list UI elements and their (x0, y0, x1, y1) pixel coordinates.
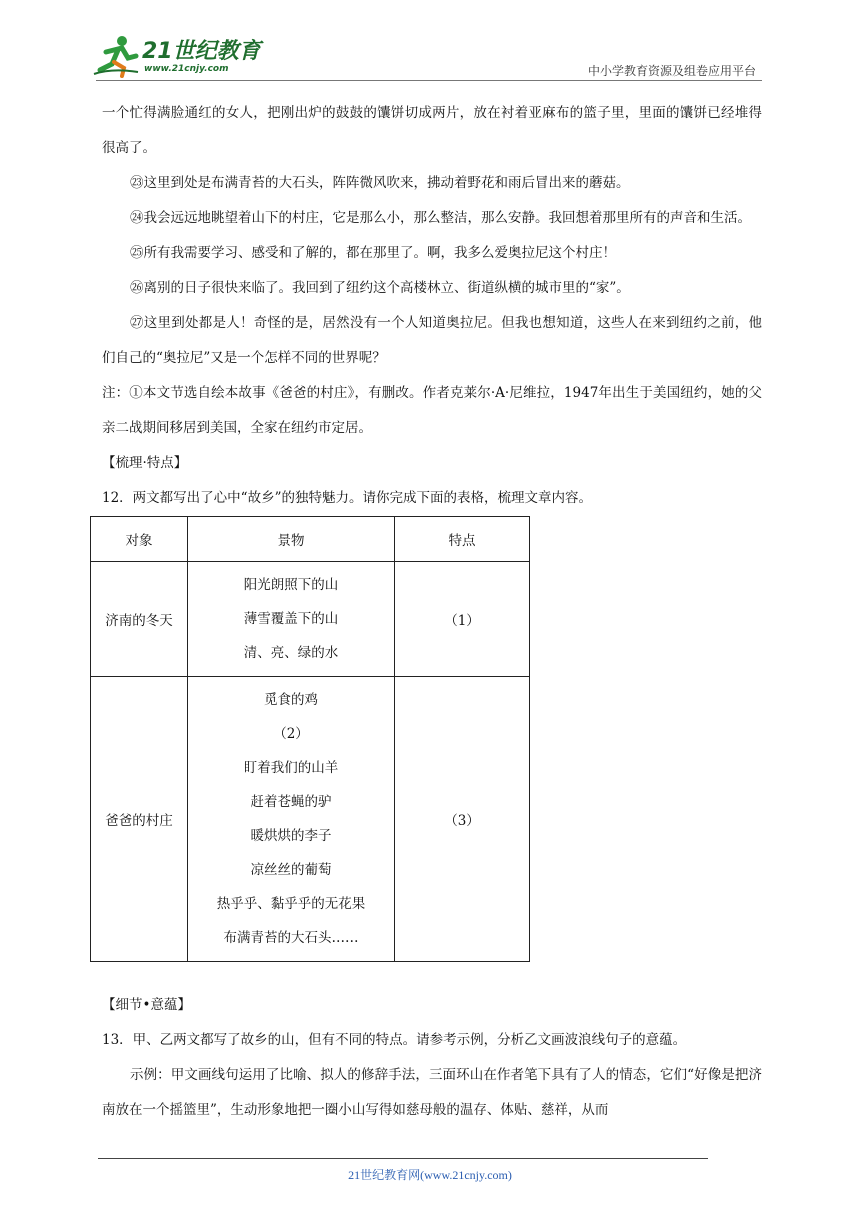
header-divider (96, 80, 762, 81)
scene-item: 薄雪覆盖下的山 (243, 611, 339, 627)
scene-item: 暖烘烘的李子 (250, 828, 332, 844)
paragraph-27: ㉗这里到处都是人！奇怪的是，居然没有一个人知道奥拉尼。但我也想知道，这些人在来到纽约之前，他们自己的“奥拉尼”又是一个怎样不同的世界呢？ (102, 315, 762, 366)
row-feature-blank: （1） (395, 562, 530, 677)
document-body (102, 96, 762, 1128)
scene-item: （2） (273, 726, 309, 742)
paragraph-25: ㉕所有我需要学习、感受和了解的，都在那里了。啊，我多么爱奥拉尼这个村庄！ (130, 245, 616, 261)
footer-link[interactable]: 21世纪教育网(www.21cnjy.com) (348, 1168, 512, 1182)
paragraph-26: ㉖离别的日子很快来临了。我回到了纽约这个高楼林立、街道纵横的城市里的“家”。 (130, 280, 630, 296)
platform-label: 中小学教育资源及组卷应用平台 (587, 64, 756, 78)
example-answer: 示例：甲文画线句运用了比喻、拟人的修辞手法，三面环山在作者笔下具有了人的情态，它们“好像是把济南放在一个摇篮里”，生动形象地把一圈小山写得如慈母般的温存、体贴、慈祥，从而 (102, 1067, 762, 1118)
section-heading-detail: 【细节•意蕴】 (102, 997, 191, 1013)
paragraph-23: ㉓这里到处是布满青苔的大石头，阵阵微风吹来，拂动着野花和雨后冒出来的蘑菇。 (130, 175, 630, 191)
runner-icon (92, 34, 140, 78)
paragraph: 一个忙得满脸通红的女人，把刚出炉的鼓鼓的馕饼切成两片，放在衬着亚麻布的篮子里，里面的馕饼已经堆得很高了。 (102, 105, 762, 156)
page-header (0, 0, 860, 82)
scene-item: 清、亮、绿的水 (243, 645, 339, 661)
scene-item: 布满青苔的大石头…… (223, 930, 359, 946)
scene-item: 凉丝丝的葡萄 (250, 862, 332, 878)
logo-url: www.21cnjy.com (144, 64, 229, 74)
logo-text: 21世纪教育 (142, 39, 261, 64)
summary-table (90, 516, 530, 962)
scene-item: 觅食的鸡 (264, 692, 318, 708)
header-object: 对象 (91, 517, 188, 562)
scene-item: 阳光朗照下的山 (243, 577, 339, 593)
row-scenes (188, 677, 395, 962)
row-scenes (188, 562, 395, 677)
footer-divider (98, 1158, 708, 1159)
row-feature-blank: （3） (395, 677, 530, 962)
row-object: 济南的冬天 (91, 562, 188, 677)
header-scene: 景物 (188, 517, 395, 562)
question-13: 13．甲、乙两文都写了故乡的山，但有不同的特点。请参考示例，分析乙文画波浪线句子的意蕴。 (102, 1032, 687, 1048)
scene-item: 赶着苍蝇的驴 (250, 794, 332, 810)
table-row (91, 562, 530, 677)
question-12: 12．两文都写出了心中“故乡”的独特魅力。请你完成下面的表格，梳理文章内容。 (102, 490, 592, 506)
table-row (91, 677, 530, 962)
note: 注：①本文节选自绘本故事《爸爸的村庄》，有删改。作者克莱尔·A·尼维拉，1947年出生于美国纽约，她的父亲二战期间移居到美国，全家在纽约市定居。 (102, 385, 762, 436)
scene-item: 盯着我们的山羊 (243, 760, 339, 776)
site-logo[interactable] (92, 34, 262, 80)
section-heading-sort: 【梳理·特点】 (102, 455, 188, 471)
table-header-row (91, 517, 530, 562)
paragraph-24: ㉔我会远远地眺望着山下的村庄，它是那么小，那么整洁，那么安静。我回想着那里所有的声音和生活。 (130, 210, 751, 226)
header-feature: 特点 (395, 517, 530, 562)
row-object: 爸爸的村庄 (91, 677, 188, 962)
scene-item: 热乎乎、黏乎乎的无花果 (216, 896, 366, 912)
